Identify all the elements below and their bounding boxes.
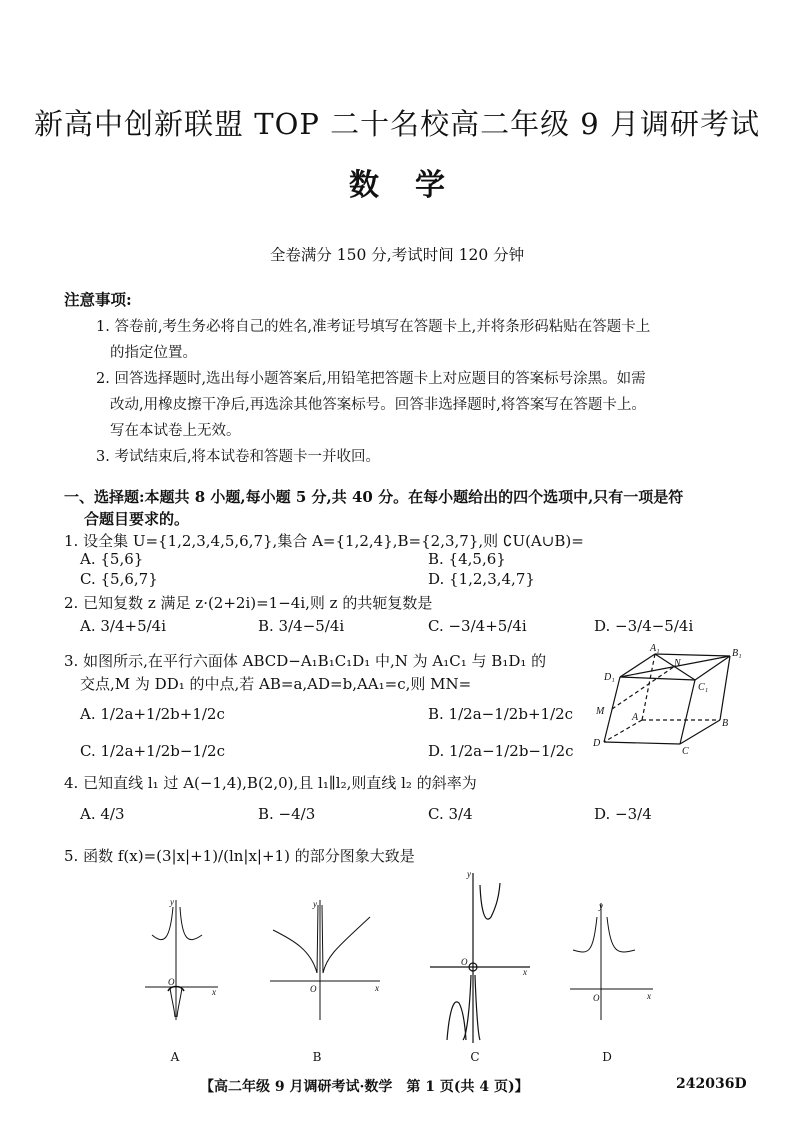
fig-label-a: A — [632, 712, 639, 723]
graph-c-x-label: x — [523, 967, 527, 977]
notes-heading: 注意事项: — [64, 290, 132, 309]
graph-b-x-label: x — [375, 983, 379, 993]
fig-label-c1: C₁ — [698, 682, 709, 693]
q4-option-d: D. −3/4 — [594, 805, 652, 823]
q2-stem: 2. 已知复数 z 满足 z·(2+2i)=1−4i,则 z 的共轭复数是 — [64, 594, 433, 612]
note-1a: 1. 答卷前,考生务必将自己的姓名,准考证号填写在答题卡上,并将条形码粘贴在答题卡上 — [96, 319, 651, 335]
q5-graph-c — [425, 865, 535, 1045]
q3-option-d: D. 1/2a−1/2b−1/2c — [428, 742, 574, 760]
fig-label-m: M — [596, 706, 605, 717]
q1-option-a: A. {5,6} — [80, 550, 144, 568]
fig-label-b: B — [722, 718, 729, 729]
subject-title: 数学 — [349, 168, 481, 203]
q5-label-a: A — [170, 1050, 180, 1064]
q2-option-b: B. 3/4−5/4i — [258, 617, 345, 635]
q2-option-d: D. −3/4−5/4i — [594, 617, 694, 635]
q5-label-d: D — [602, 1050, 612, 1064]
q4-stem: 4. 已知直线 l₁ 过 A(−1,4),B(2,0),且 l₁∥l₂,则直线 l₂ 的斜率为 — [64, 774, 477, 792]
q4-option-b: B. −4/3 — [258, 805, 316, 823]
q2-option-a: A. 3/4+5/4i — [80, 617, 167, 635]
graph-d-x-label: x — [647, 991, 651, 1001]
q2-option-c: C. −3/4+5/4i — [428, 617, 527, 635]
graph-d-y-label: y — [599, 901, 603, 911]
q5-graph-b — [265, 895, 385, 1025]
q1-option-d: D. {1,2,3,4,7} — [428, 570, 535, 588]
note-3: 3. 考试结束后,将本试卷和答题卡一并收回。 — [96, 449, 381, 465]
note-2a: 2. 回答选择题时,选出每小题答案后,用铅笔把答题卡上对应题目的答案标号涂黑。如需 — [96, 371, 646, 387]
graph-a-x-label: x — [212, 987, 216, 997]
q5-label-c: C — [470, 1050, 480, 1064]
q4-option-c: C. 3/4 — [428, 805, 473, 823]
q5-graph-d — [565, 895, 655, 1025]
note-2b: 改动,用橡皮擦干净后,再选涂其他答案标号。回答非选择题时,将答案写在答题卡上。 — [110, 397, 646, 413]
note-2c: 写在本试卷上无效。 — [110, 423, 241, 439]
footer-code: 242036D — [676, 1076, 747, 1092]
graph-a-origin: O — [168, 977, 175, 987]
q1-option-c: C. {5,6,7} — [80, 570, 158, 588]
q1-stem: 1. 设全集 U={1,2,3,4,5,6,7},集合 A={1,2,4},B={2,3,7},则 ∁U(A∪B)= — [64, 532, 584, 550]
q4-option-a: A. 4/3 — [80, 805, 125, 823]
exam-title: 新高中创新联盟 TOP 二十名校高二年级 9 月调研考试 — [34, 107, 760, 141]
q3-stem-2: 交点,M 为 DD₁ 的中点,若 AB=a,AD=b,AA₁=c,则 MN= — [80, 675, 472, 693]
note-1b: 的指定位置。 — [110, 345, 197, 361]
exam-info: 全卷满分 150 分,考试时间 120 分钟 — [269, 246, 525, 264]
q5-label-b: B — [312, 1050, 322, 1064]
graph-a-y-label: y — [170, 897, 174, 907]
q3-option-a: A. 1/2a+1/2b+1/2c — [80, 705, 225, 723]
q5-stem: 5. 函数 f(x)=(3|x|+1)/(ln|x|+1) 的部分图象大致是 — [64, 847, 415, 865]
q1-option-b: B. {4,5,6} — [428, 550, 506, 568]
graph-b-origin: O — [310, 984, 317, 994]
graph-c-origin: O — [461, 957, 468, 967]
graph-b-y-label: y — [313, 899, 317, 909]
fig-label-n: N — [674, 658, 681, 669]
fig-label-a1: A₁ — [650, 643, 660, 654]
fig-label-d: D — [593, 738, 601, 749]
q3-parallelepiped-figure — [590, 642, 750, 757]
fig-label-d1: D₁ — [604, 672, 615, 683]
footer-page-info: 【高二年级 9 月调研考试·数学 第 1 页(共 4 页)】 — [200, 1079, 529, 1095]
graph-d-origin: O — [593, 993, 600, 1003]
section-heading-1: 一、选择题:本题共 8 小题,每小题 5 分,共 40 分。在每小题给出的四个选项中,只有一项是符 — [64, 488, 684, 506]
section-heading-2: 合题目要求的。 — [84, 510, 190, 528]
q3-option-b: B. 1/2a−1/2b+1/2c — [428, 705, 574, 723]
fig-label-c: C — [682, 746, 689, 757]
q3-option-c: C. 1/2a+1/2b−1/2c — [80, 742, 225, 760]
graph-c-y-label: y — [467, 869, 471, 879]
q5-graph-a — [140, 895, 220, 1025]
fig-label-b1: B₁ — [732, 648, 742, 659]
q3-stem-1: 3. 如图所示,在平行六面体 ABCD−A₁B₁C₁D₁ 中,N 为 A₁C₁ 与 B₁D₁ 的 — [64, 652, 547, 670]
